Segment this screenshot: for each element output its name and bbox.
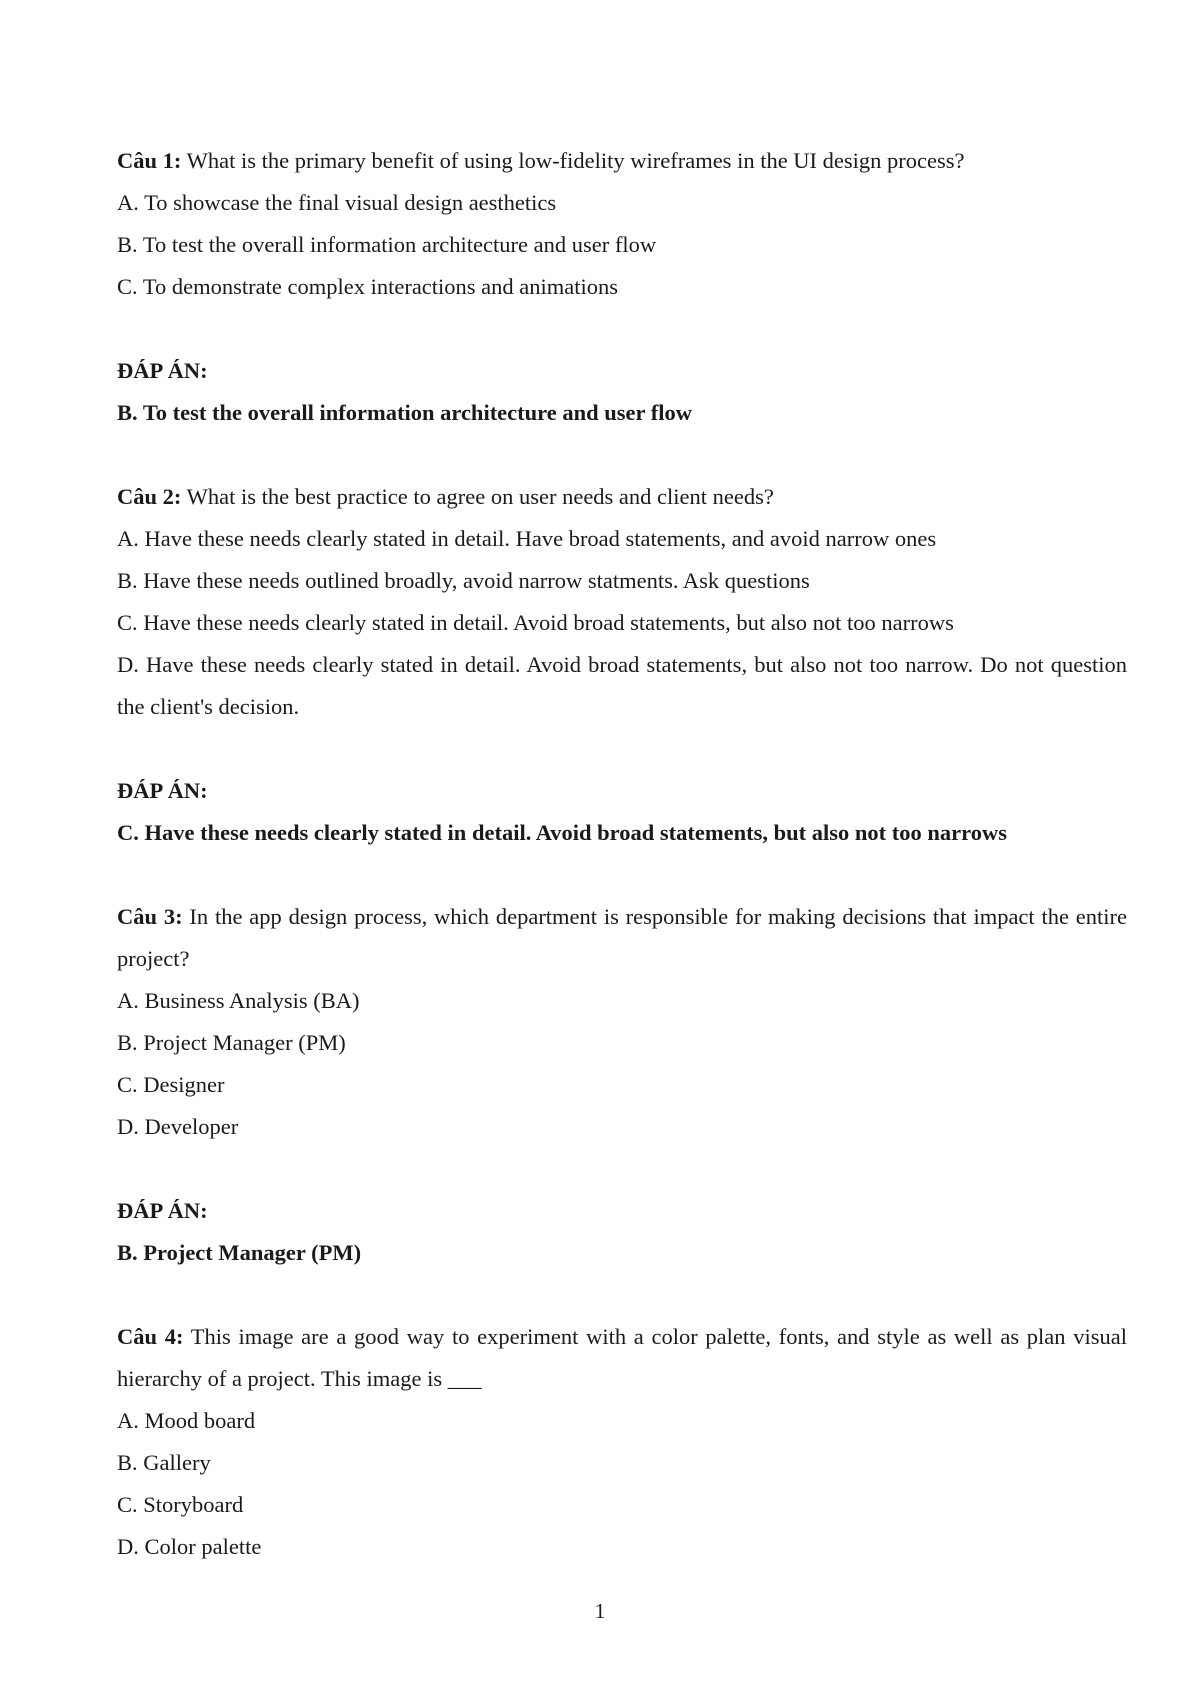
question-2-option-d: D. Have these needs clearly stated in detail. Avoid broad statements, but also not too narrow. Do not question the client's decision. bbox=[117, 652, 1133, 719]
question-1-option-b: B. To test the overall information architecture and user flow bbox=[117, 232, 657, 257]
spacer bbox=[117, 434, 1127, 476]
question-1-answer: B. To test the overall information architecture and user flow bbox=[117, 400, 692, 425]
question-2-option-a: A. Have these needs clearly stated in detail. Have broad statements, and avoid narrow ones bbox=[117, 526, 937, 551]
question-2-option-c: C. Have these needs clearly stated in detail. Avoid broad statements, but also not too narrows bbox=[117, 610, 954, 635]
spacer bbox=[117, 728, 1127, 770]
question-2-answer-label: ĐÁP ÁN: bbox=[117, 778, 208, 803]
question-2-stem bbox=[117, 476, 1127, 518]
spacer bbox=[117, 308, 1127, 350]
question-4-option-c: C. Storyboard bbox=[117, 1492, 244, 1517]
question-4-label: Câu 4: bbox=[117, 1324, 184, 1349]
spacer bbox=[117, 1274, 1127, 1316]
question-1-option-a: A. To showcase the final visual design aesthetics bbox=[117, 190, 557, 215]
question-block-4 bbox=[117, 1316, 1133, 1568]
question-1-stem bbox=[117, 140, 1127, 182]
question-2-text: What is the best practice to agree on user needs and client needs? bbox=[186, 484, 774, 509]
question-2-answer: C. Have these needs clearly stated in detail. Avoid broad statements, but also not too narrows bbox=[117, 820, 1007, 845]
question-block-1 bbox=[117, 140, 1127, 434]
question-1-text: What is the primary benefit of using low-fidelity wireframes in the UI design process? bbox=[186, 148, 965, 173]
question-2-label: Câu 2: bbox=[117, 484, 182, 509]
question-3-answer: B. Project Manager (PM) bbox=[117, 1240, 362, 1265]
question-4-option-d: D. Color palette bbox=[117, 1534, 262, 1559]
question-1-label: Câu 1: bbox=[117, 148, 182, 173]
question-3-option-c: C. Designer bbox=[117, 1072, 225, 1097]
question-3-option-a: A. Business Analysis (BA) bbox=[117, 988, 360, 1013]
spacer bbox=[117, 1148, 1127, 1190]
question-block-3 bbox=[117, 896, 1133, 1274]
question-1-option-c: C. To demonstrate complex interactions and animations bbox=[117, 274, 619, 299]
question-4-text: This image are a good way to experiment with a color palette, fonts, and style as well as plan visual hierarchy of a project. This image is ___ bbox=[117, 1324, 1133, 1391]
spacer bbox=[117, 854, 1127, 896]
question-3-label: Câu 3: bbox=[117, 904, 183, 929]
question-4-stem bbox=[117, 1316, 1133, 1400]
question-2-option-b: B. Have these needs outlined broadly, avoid narrow statments. Ask questions bbox=[117, 568, 810, 593]
question-4-option-a: A. Mood board bbox=[117, 1408, 256, 1433]
question-block-2 bbox=[117, 476, 1133, 854]
question-3-option-d: D. Developer bbox=[117, 1114, 239, 1139]
question-3-answer-label: ĐÁP ÁN: bbox=[117, 1198, 208, 1223]
page-number: 1 bbox=[594, 1599, 606, 1623]
question-3-text: In the app design process, which department is responsible for making decisions that impact the entire project? bbox=[117, 904, 1133, 971]
document-content bbox=[117, 140, 1133, 1568]
question-3-option-b: B. Project Manager (PM) bbox=[117, 1030, 346, 1055]
question-1-answer-label: ĐÁP ÁN: bbox=[117, 358, 208, 383]
question-4-option-b: B. Gallery bbox=[117, 1450, 211, 1475]
question-3-stem bbox=[117, 896, 1133, 980]
